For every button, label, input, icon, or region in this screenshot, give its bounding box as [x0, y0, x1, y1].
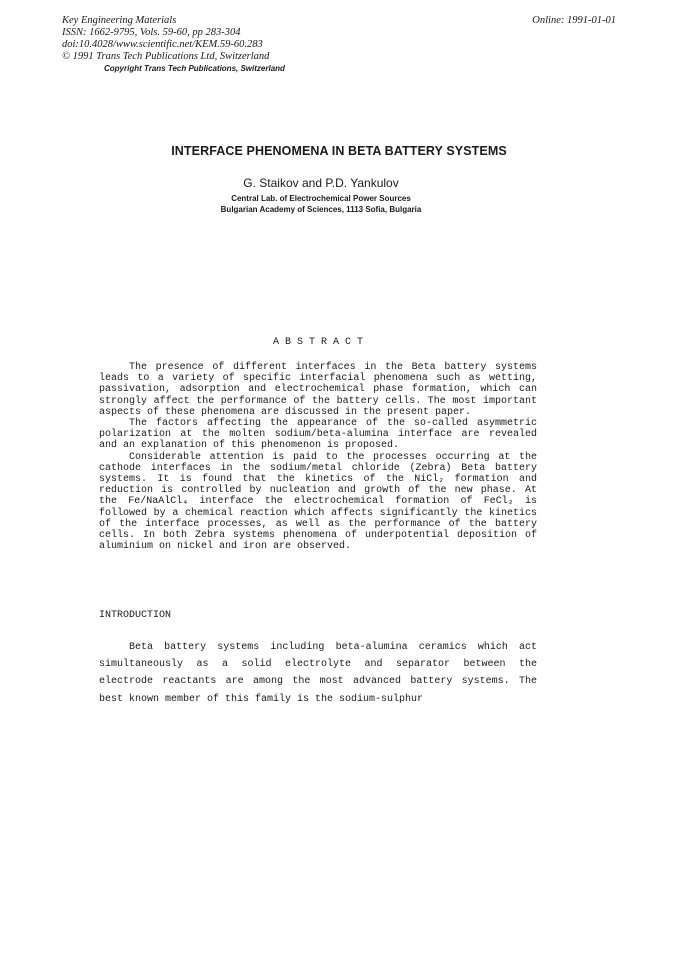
abstract-heading: ABSTRACT: [272, 337, 369, 348]
affiliation-line-2: Bulgarian Academy of Sciences, 1113 Sofia, Bulgaria: [220, 205, 422, 214]
journal-header: [62, 15, 269, 63]
online-date: Online: 1991-01-01: [532, 15, 616, 26]
abstract-paragraph: The factors affecting the appearance of the so-called asymmetric polarization at the molten sodium/beta-alumina interface are revealed and an explanation of this phenomenon is proposed.: [99, 418, 537, 452]
introduction-heading: INTRODUCTION: [99, 610, 172, 621]
copyright-notice: © 1991 Trans Tech Publications Ltd, Switzerland: [62, 51, 270, 62]
abstract-paragraph: Considerable attention is paid to the processes occurring at the cathode interfaces in the sodium/metal chloride (Zebra) Beta battery systems. It is found that the kinetics of the NiCl₂ formation and reduction is controlled by nucleation and growth of the new phase. At the Fe/NaAlCl₄ interface the electrochemical formation of FeCl₂ is followed by a chemical reaction which affects significantly the kinetics of the interface processes, as well as the performance of the battery cells. In both Zebra systems phenomena of underpotential deposition of aluminium on nickel and iron are observed.: [99, 451, 537, 553]
abstract-paragraph: The presence of different interfaces in the Beta battery systems leads to a variety of specific interfacial phenomena such as wetting, passivation, adsorption and electrochemical phase formation, which can strongly affect the performance of the battery cells. The most important aspects of these phenomena are discussed in the present paper.: [99, 362, 537, 418]
journal-name: Key Engineering Materials: [62, 15, 177, 26]
doi-line: doi:10.4028/www.scientific.net/KEM.59-60.283: [62, 39, 263, 50]
paper-authors: G. Staikov and P.D. Yankulov: [243, 176, 399, 190]
paper-title: INTERFACE PHENOMENA IN BETA BATTERY SYSTEMS: [171, 144, 507, 158]
abstract-body: [99, 362, 537, 552]
issn-line: ISSN: 1662-9795, Vols. 59-60, pp 283-304: [62, 27, 241, 38]
introduction-body: [99, 639, 537, 708]
introduction-paragraph: Beta battery systems including beta-alumina ceramics which act simultaneously as a solid electrolyte and separator between the electrode reactants are among the most advanced battery systems. The best known member of this family is the sodium-sulphur: [99, 642, 537, 705]
affiliation-line-1: Central Lab. of Electrochemical Power Sources: [231, 194, 411, 203]
publisher-copyright-line: Copyright Trans Tech Publications, Switzerland: [104, 64, 285, 73]
